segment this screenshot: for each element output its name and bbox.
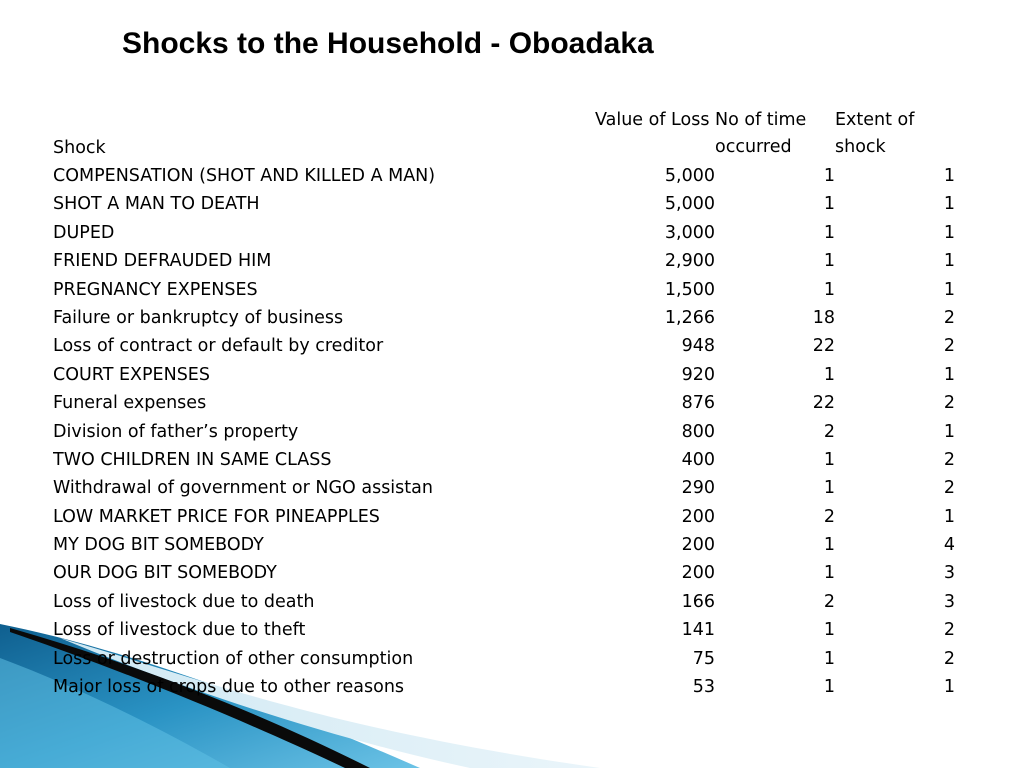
cell-shock: Funeral expenses (53, 393, 207, 414)
table-row (53, 247, 965, 275)
cell-times-occurred: 22 (812, 336, 835, 357)
table-row (53, 162, 965, 190)
cell-shock: Failure or bankruptcy of business (53, 307, 344, 328)
cell-times-occurred: 1 (823, 279, 835, 300)
table-row (53, 616, 965, 644)
cell-extent-of-shock: 2 (943, 648, 955, 669)
cell-times-occurred: 1 (823, 251, 835, 272)
cell-value-of-loss: 920 (681, 364, 715, 385)
table-row (53, 559, 965, 587)
cell-extent-of-shock: 1 (943, 166, 955, 186)
cell-extent-of-shock: 2 (943, 307, 955, 328)
cell-value-of-loss: 141 (681, 620, 715, 641)
cell-value-of-loss: 166 (681, 591, 715, 612)
cell-extent-of-shock: 2 (943, 449, 955, 470)
cell-shock: TWO CHILDREN IN SAME CLASS (53, 449, 332, 470)
table-row (53, 446, 965, 474)
cell-extent-of-shock: 2 (943, 478, 955, 499)
cell-extent-of-shock: 1 (943, 364, 955, 385)
cell-extent-of-shock: 1 (943, 222, 955, 243)
cell-shock: OUR DOG BIT SOMEBODY (53, 563, 277, 584)
cell-times-occurred: 1 (823, 194, 835, 215)
table-row (53, 219, 965, 247)
cell-shock: PREGNANCY EXPENSES (53, 279, 258, 300)
cell-shock: LOW MARKET PRICE FOR PINEAPPLES (53, 506, 380, 527)
cell-times-occurred: 1 (823, 166, 835, 186)
table-row (53, 418, 965, 446)
cell-times-occurred: 2 (823, 421, 835, 442)
cell-shock: Major loss of crops due to other reasons (53, 677, 405, 698)
cell-shock: FRIEND DEFRAUDED HIM (53, 251, 272, 272)
cell-times-occurred: 2 (823, 591, 835, 612)
cell-shock: SHOT A MAN TO DEATH (53, 194, 260, 215)
cell-shock: Loss of contract or default by creditor (53, 336, 384, 357)
cell-times-occurred: 1 (823, 449, 835, 470)
table-row (53, 276, 965, 304)
cell-value-of-loss: 800 (681, 421, 715, 442)
table-row (53, 645, 965, 673)
cell-extent-of-shock: 4 (943, 535, 955, 556)
table-row (53, 503, 965, 531)
cell-value-of-loss: 200 (681, 535, 715, 556)
cell-times-occurred: 1 (823, 364, 835, 385)
cell-times-occurred: 1 (823, 535, 835, 556)
cell-times-occurred: 18 (812, 307, 835, 328)
cell-extent-of-shock: 3 (943, 563, 955, 584)
table-row (53, 389, 965, 417)
shocks-table (53, 106, 965, 701)
cell-times-occurred: 1 (823, 648, 835, 669)
table-row (53, 531, 965, 559)
cell-extent-of-shock: 2 (943, 336, 955, 357)
table-row (53, 474, 965, 502)
cell-value-of-loss: 75 (692, 648, 715, 669)
cell-times-occurred: 1 (823, 478, 835, 499)
cell-value-of-loss: 2,900 (664, 251, 715, 272)
cell-extent-of-shock: 2 (943, 620, 955, 641)
slide-title: Shocks to the Household - Oboadaka (122, 27, 654, 60)
cell-times-occurred: 2 (823, 506, 835, 527)
table-row (53, 673, 965, 701)
cell-shock: DUPED (53, 222, 115, 243)
table-row (53, 190, 965, 218)
table-row (53, 332, 965, 360)
cell-value-of-loss: 200 (681, 506, 715, 527)
cell-times-occurred: 1 (823, 222, 835, 243)
table-row (53, 361, 965, 389)
header-extent-of-shock: Extent of shock (835, 110, 915, 157)
cell-extent-of-shock: 2 (943, 393, 955, 414)
cell-times-occurred: 22 (812, 393, 835, 414)
cell-value-of-loss: 1,500 (664, 279, 715, 300)
header-shock: Shock (53, 138, 106, 158)
cell-shock: Loss of livestock due to death (53, 591, 315, 612)
cell-extent-of-shock: 1 (943, 279, 955, 300)
cell-value-of-loss: 3,000 (664, 222, 715, 243)
cell-times-occurred: 1 (823, 677, 835, 698)
cell-value-of-loss: 5,000 (664, 166, 715, 186)
table-row (53, 588, 965, 616)
table-row (53, 304, 965, 332)
cell-extent-of-shock: 1 (943, 251, 955, 272)
cell-shock: Division of father’s property (53, 421, 299, 442)
cell-value-of-loss: 400 (681, 449, 715, 470)
cell-shock: Loss of livestock due to theft (53, 620, 306, 641)
cell-extent-of-shock: 1 (943, 421, 955, 442)
cell-shock: COMPENSATION (SHOT AND KILLED A MAN) (53, 166, 436, 186)
table-body (53, 162, 965, 701)
cell-value-of-loss: 200 (681, 563, 715, 584)
cell-extent-of-shock: 1 (943, 506, 955, 527)
header-times-occurred: No of time occurred (715, 110, 807, 157)
cell-shock: MY DOG BIT SOMEBODY (53, 535, 264, 556)
cell-value-of-loss: 948 (681, 336, 715, 357)
cell-value-of-loss: 5,000 (664, 194, 715, 215)
cell-shock: COURT EXPENSES (53, 364, 210, 385)
cell-value-of-loss: 53 (692, 677, 715, 698)
cell-value-of-loss: 1,266 (664, 307, 715, 328)
cell-times-occurred: 1 (823, 563, 835, 584)
header-value-of-loss: Value of Loss (595, 110, 710, 130)
table-header-row (53, 106, 965, 162)
cell-extent-of-shock: 3 (943, 591, 955, 612)
cell-extent-of-shock: 1 (943, 194, 955, 215)
cell-shock: Loss or destruction of other consumption (53, 648, 414, 669)
cell-value-of-loss: 290 (681, 478, 715, 499)
cell-value-of-loss: 876 (681, 393, 715, 414)
cell-shock: Withdrawal of government or NGO assistan (53, 478, 433, 499)
cell-times-occurred: 1 (823, 620, 835, 641)
cell-extent-of-shock: 1 (943, 677, 955, 698)
